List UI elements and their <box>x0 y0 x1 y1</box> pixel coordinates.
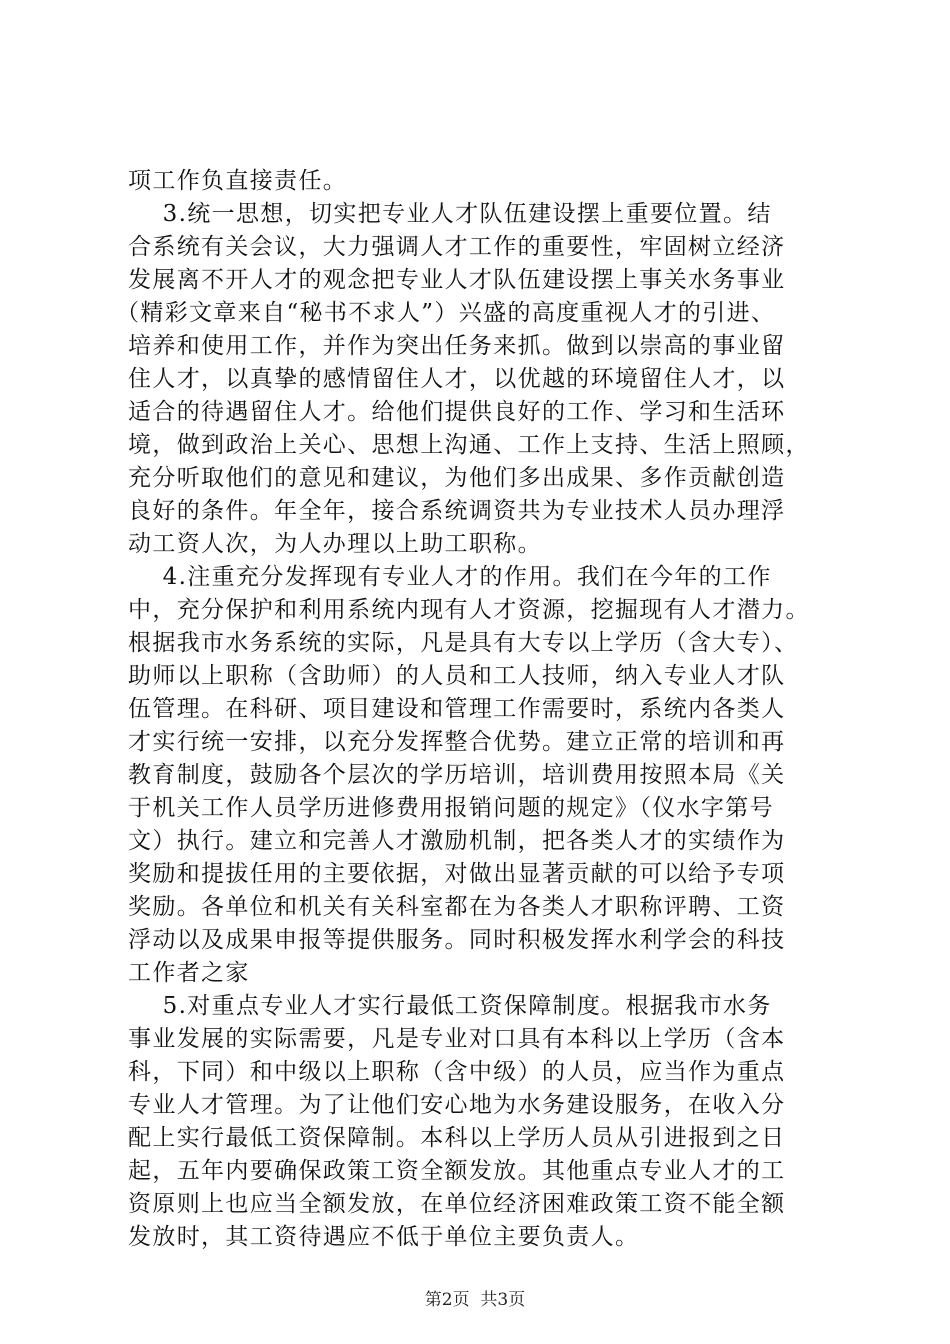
text-line: 教育制度，鼓励各个层次的学历培训，培训费用按照本局《关 <box>128 762 786 788</box>
text-line: 境，做到政治上关心、思想上沟通、工作上支持、生活上照顾， <box>128 432 810 458</box>
text-line: 奖励。各单位和机关有关科室都在为各类人才职称评聘、工资 <box>128 894 786 920</box>
text-line: 工作者之家 <box>128 960 250 986</box>
text-line: 中，充分保护和利用系统内现有人才资源，挖掘现有人才潜力。 <box>128 597 810 623</box>
text-line: 3.统一思想，切实把专业人才队伍建设摆上重要位置。结 <box>128 201 772 227</box>
text-line: 起，五年内要确保政策工资全额发放。其他重点专业人才的工 <box>128 1158 786 1184</box>
text-line: 奖励和提拔任用的主要依据，对做出显著贡献的可以给予专项 <box>128 861 786 887</box>
text-line: 伍管理。在科研、项目建设和管理工作需要时，系统内各类人 <box>128 696 786 722</box>
text-line: 适合的待遇留住人才。给他们提供良好的工作、学习和生活环 <box>128 399 786 425</box>
text-line: 5.对重点专业人才实行最低工资保障制度。根据我市水务 <box>128 993 772 1019</box>
text-line: 发展离不开人才的观念把专业人才队伍建设摆上事关水务事业 <box>128 267 786 293</box>
text-line: 浮动以及成果申报等提供服务。同时积极发挥水利学会的科技 <box>128 927 786 953</box>
text-line: 住人才，以真挚的感情留住人才，以优越的环境留住人才，以 <box>128 366 786 392</box>
text-line: 发放时，其工资待遇应不低于单位主要负责人。 <box>128 1224 640 1250</box>
text-line: 项工作负直接责任。 <box>128 168 348 194</box>
text-line: 资原则上也应当全额发放，在单位经济困难政策工资不能全额 <box>128 1191 786 1217</box>
text-line: 充分听取他们的意见和建议，为他们多出成果、多作贡献创造 <box>128 465 786 491</box>
text-line: 专业人才管理。为了让他们安心地为水务建设服务，在收入分 <box>128 1092 786 1118</box>
text-line: 事业发展的实际需要，凡是专业对口具有本科以上学历（含本 <box>128 1026 786 1052</box>
text-line: （精彩文章来自“秘书不求人”）兴盛的高度重视人才的引进、 <box>116 300 776 326</box>
text-line: 于机关工作人员学历进修费用报销问题的规定》（仪水字第号 <box>128 795 774 821</box>
text-line: 助师以上职称（含助师）的人员和工人技师，纳入专业人才队 <box>128 663 786 689</box>
text-line: 培养和使用工作，并作为突出任务来抓。做到以崇高的事业留 <box>128 333 786 359</box>
body-text <box>116 165 828 1254</box>
text-line: 4.注重充分发挥现有专业人才的作用。我们在今年的工作 <box>128 564 772 590</box>
text-line: 良好的条件。年全年，接合系统调资共为专业技术人员办理浮 <box>128 498 786 524</box>
text-line: 动工资人次，为人办理以上助工职称。 <box>128 531 542 557</box>
text-line: 文）执行。建立和完善人才激励机制，把各类人才的实绩作为 <box>128 828 786 854</box>
text-line: 科，下同）和中级以上职称（含中级）的人员，应当作为重点 <box>128 1059 786 1085</box>
text-line: 才实行统一安排，以充分发挥整合优势。建立正常的培训和再 <box>128 729 786 755</box>
text-line: 合系统有关会议，大力强调人才工作的重要性，牢固树立经济 <box>128 234 786 260</box>
text-line: 配上实行最低工资保障制。本科以上学历人员从引进报到之日 <box>128 1125 786 1151</box>
text-line: 根据我市水务系统的实际，凡是具有大专以上学历（含大专）、 <box>128 630 799 656</box>
page-footer: 第2页 共3页 <box>424 1290 526 1310</box>
